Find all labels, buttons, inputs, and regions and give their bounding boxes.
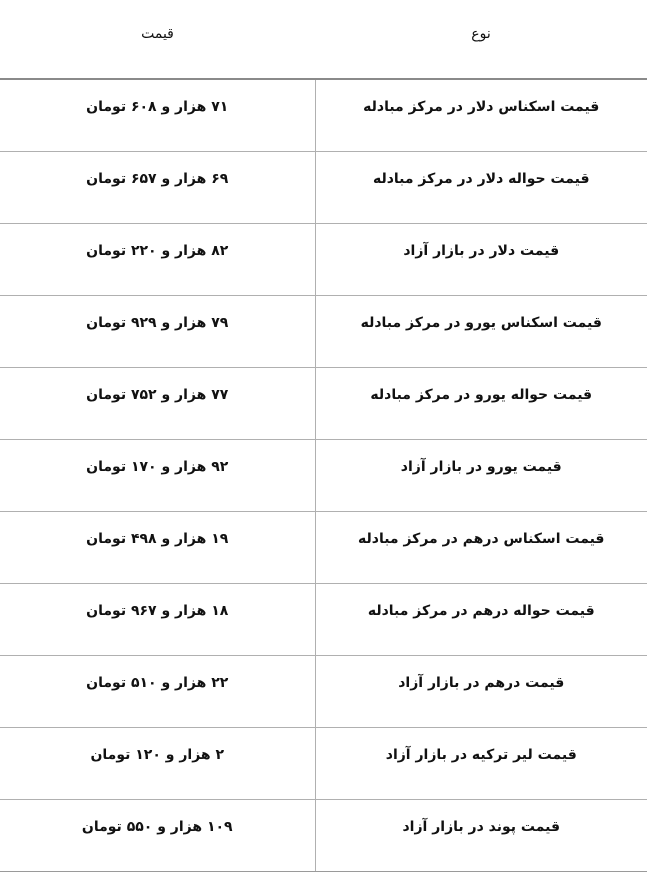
type-cell: قیمت دلار در بازار آزاد (315, 224, 647, 296)
header-type: نوع (315, 0, 647, 79)
table-header (0, 0, 647, 79)
table-row (0, 152, 647, 224)
price-cell: ۱۰۹ هزار و ۵۵۰ تومان (0, 800, 315, 872)
price-cell: ۹۲ هزار و ۱۷۰ تومان (0, 440, 315, 512)
type-cell: قیمت یورو در بازار آزاد (315, 440, 647, 512)
price-cell: ۷۱ هزار و ۶۰۸ تومان (0, 79, 315, 152)
type-cell: قیمت اسکناس دلار در مرکز مبادله (315, 79, 647, 152)
table-row (0, 800, 647, 872)
table-row (0, 368, 647, 440)
table-body (0, 79, 647, 872)
table-row (0, 296, 647, 368)
type-cell: قیمت پوند در بازار آزاد (315, 800, 647, 872)
price-cell: ۱۸ هزار و ۹۶۷ تومان (0, 584, 315, 656)
header-row (0, 0, 647, 79)
table-row (0, 728, 647, 800)
type-cell: قیمت اسکناس درهم در مرکز مبادله (315, 512, 647, 584)
price-cell: ۷۹ هزار و ۹۲۹ تومان (0, 296, 315, 368)
table-row (0, 512, 647, 584)
price-cell: ۲۲ هزار و ۵۱۰ تومان (0, 656, 315, 728)
table-row (0, 584, 647, 656)
header-price: قیمت (0, 0, 315, 79)
table-row (0, 656, 647, 728)
type-cell: قیمت اسکناس یورو در مرکز مبادله (315, 296, 647, 368)
price-cell: ۸۲ هزار و ۲۲۰ تومان (0, 224, 315, 296)
price-cell: ۷۷ هزار و ۷۵۲ تومان (0, 368, 315, 440)
type-cell: قیمت لیر ترکیه در بازار آزاد (315, 728, 647, 800)
price-cell: ۲ هزار و ۱۲۰ تومان (0, 728, 315, 800)
table-row (0, 440, 647, 512)
type-cell: قیمت حواله دلار در مرکز مبادله (315, 152, 647, 224)
type-cell: قیمت حواله یورو در مرکز مبادله (315, 368, 647, 440)
table-row (0, 224, 647, 296)
type-cell: قیمت حواله درهم در مرکز مبادله (315, 584, 647, 656)
table-row (0, 79, 647, 152)
price-cell: ۶۹ هزار و ۶۵۷ تومان (0, 152, 315, 224)
type-cell: قیمت درهم در بازار آزاد (315, 656, 647, 728)
price-cell: ۱۹ هزار و ۴۹۸ تومان (0, 512, 315, 584)
